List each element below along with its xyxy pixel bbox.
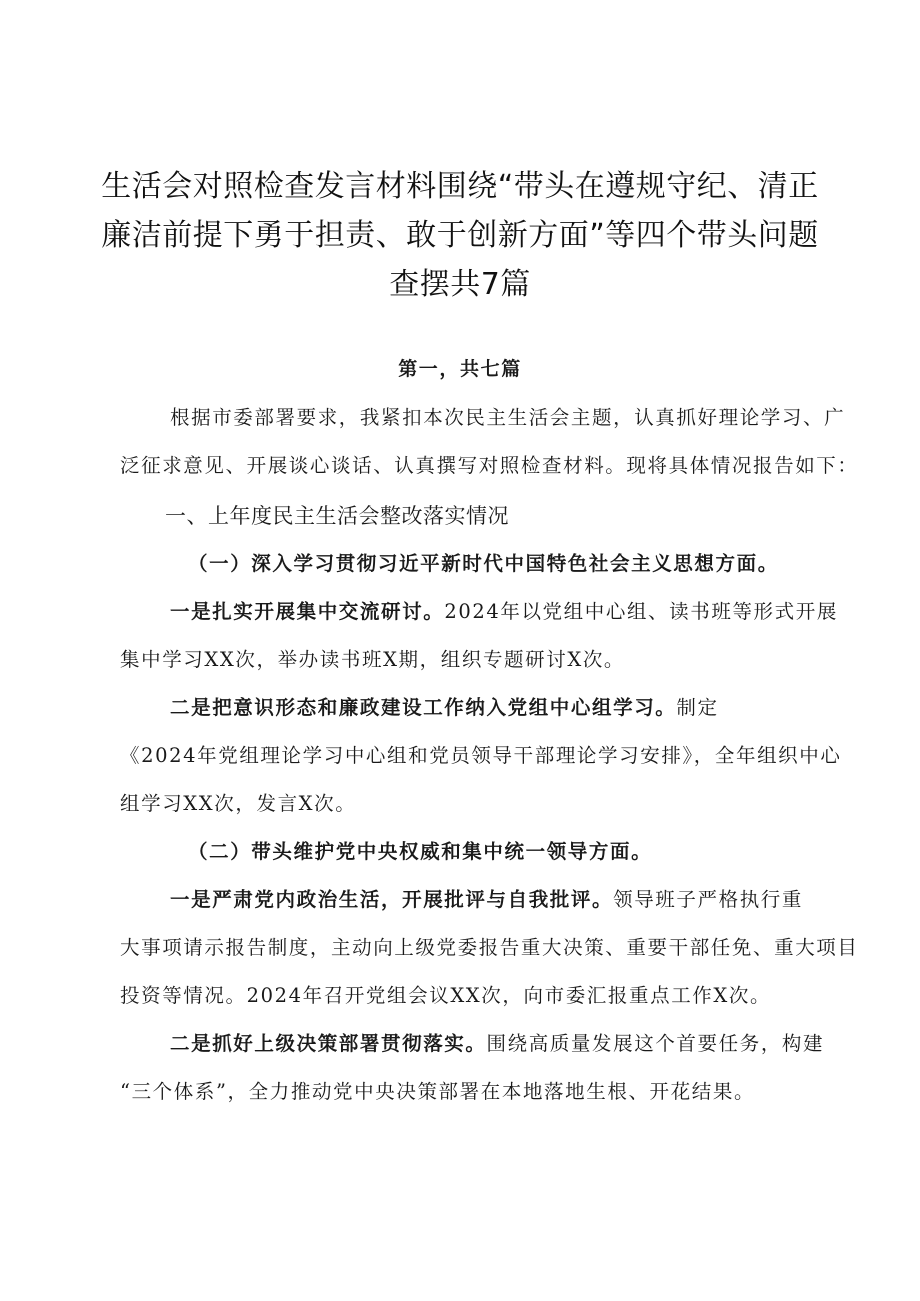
paragraph-3-line-3: 投资等情况。2024年召开党组会议XX次，向市委汇报重点工作X次。 — [120, 984, 772, 1007]
subsection-heading-2: （二）带头维护党中央权威和集中统一领导方面。 — [188, 840, 653, 863]
title-line-3: 查摆共7篇 — [389, 267, 531, 302]
paragraph-2-text: 制定 — [676, 696, 719, 719]
paragraph-4-line-1 — [170, 1030, 824, 1058]
paragraph-3-line-2: 大事项请示报告制度，主动向上级党委报告重大决策、重要干部任免、重大项目 — [120, 936, 859, 959]
paragraph-4-text: 围绕高质量发展这个首要任务，构建 — [486, 1032, 825, 1055]
intro-line-2: 泛征求意见、开展谈心谈话、认真撰写对照检查材料。现将具体情况报告如下： — [120, 454, 859, 477]
paragraph-3-text: 领导班子严格执行重 — [613, 888, 804, 911]
subsection-heading-1: （一）深入学习贯彻习近平新时代中国特色社会主义思想方面。 — [188, 552, 779, 575]
paragraph-4-lead: 二是抓好上级决策部署贯彻落实。 — [170, 1032, 487, 1055]
title-line-1: 生活会对照检查发言材料围绕“带头在遵规守纪、清正 — [101, 169, 819, 204]
paragraph-2-line-3: 组学习XX次，发言X次。 — [120, 792, 357, 815]
paragraph-2-line-2: 《2024年党组理论学习中心组和党员领导干部理论学习安排》，全年组织中心 — [120, 744, 842, 767]
paragraph-2-lead: 二是把意识形态和廉政建设工作纳入党组中心组学习。 — [170, 696, 677, 719]
paragraph-3-line-1 — [170, 886, 803, 914]
document-title — [80, 162, 840, 309]
document-subtitle: 第一，共七篇 — [398, 358, 522, 380]
section-heading-1: 一、上年度民主生活会整改落实情况 — [165, 504, 509, 528]
intro-line-1: 根据市委部署要求，我紧扣本次民主生活会主题，认真抓好理论学习、广 — [170, 406, 846, 429]
paragraph-1-lead: 一是扎实开展集中交流研讨。 — [170, 600, 445, 623]
title-line-2: 廉洁前提下勇于担责、敢于创新方面”等四个带头问题 — [101, 218, 819, 253]
paragraph-1-line-2: 集中学习XX次，举办读书班X期，组织专题研讨X次。 — [120, 648, 626, 671]
paragraph-3-lead: 一是严肃党内政治生活，开展批评与自我批评。 — [170, 888, 614, 911]
paragraph-2-line-1 — [170, 694, 719, 722]
paragraph-4-line-2: “三个体系”，全力推动党中央决策部署在本地落地生根、开花结果。 — [120, 1080, 756, 1103]
paragraph-1-line-1 — [170, 598, 838, 626]
paragraph-1-text: 2024年以党组中心组、读书班等形式开展 — [444, 600, 838, 623]
